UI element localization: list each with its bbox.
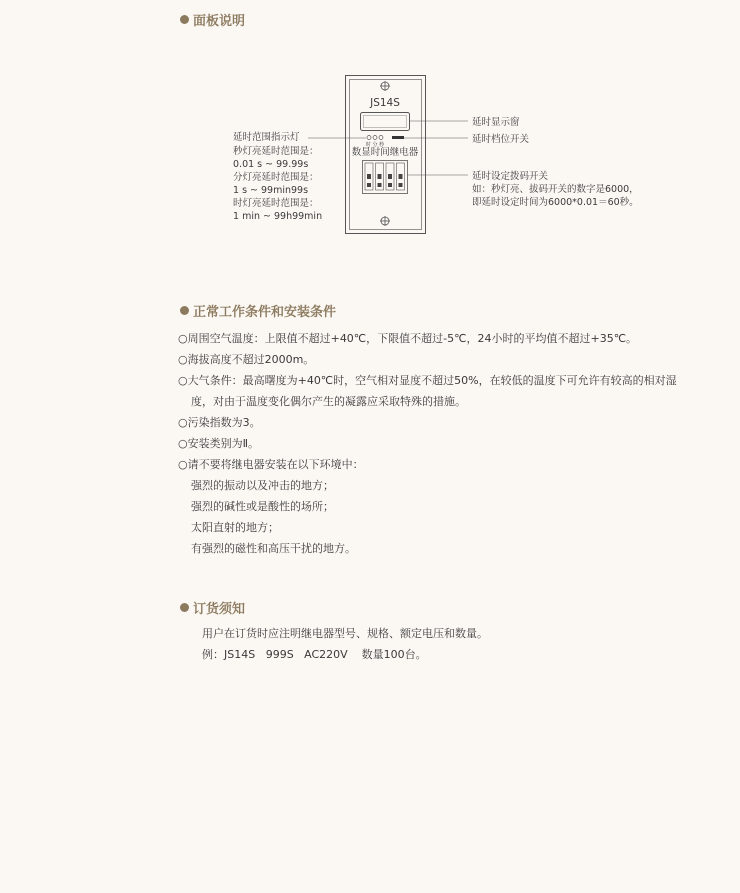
right-label-display: 延时显示窗 xyxy=(472,117,520,128)
indicator-small-label: 时 分 秒 xyxy=(365,142,385,148)
right-label-range-switch: 延时档位开关 xyxy=(472,134,530,145)
left-label-3: 分灯亮延时范围是： xyxy=(233,172,319,183)
left-label-6: 1 min ~ 99h99min xyxy=(233,211,323,222)
dip-switch-knob xyxy=(367,183,371,187)
condition-line: ○污染指数为3。 xyxy=(178,416,261,429)
top-screw-icon xyxy=(380,81,390,91)
relay-name-label: 数显时间继电器 xyxy=(351,147,419,158)
right-label-dip-switch: 延时设定拨码开关 xyxy=(472,171,549,182)
condition-subitem: 强烈的碱性或是酸性的场所； xyxy=(191,500,334,513)
minute-indicator-icon xyxy=(373,136,377,140)
left-label-4: 1 s ~ 99min99s xyxy=(233,185,309,196)
ordering-line: 用户在订货时应注明继电器型号、规格、额定电压和数量。 xyxy=(202,627,488,640)
condition-line: ○海拔高度不超过2000m。 xyxy=(178,353,315,366)
section-title-ordering xyxy=(180,598,245,617)
dip-switch-knob xyxy=(378,174,382,179)
bullet-dot-icon xyxy=(180,306,189,315)
section-title-text: 正常工作条件和安装条件 xyxy=(193,305,337,320)
dip-switch-block xyxy=(363,161,408,194)
left-label-5: 时灯亮延时范围是： xyxy=(233,198,319,209)
condition-subitem: 有强烈的磁性和高压干扰的地方。 xyxy=(191,542,356,555)
condition-subitem: 强烈的振动以及冲击的地方； xyxy=(191,479,334,492)
section-title-conditions xyxy=(180,301,336,320)
left-label-0: 延时范围指示灯 xyxy=(233,132,300,143)
bullet-dot-icon xyxy=(180,603,189,612)
hour-indicator-icon xyxy=(367,136,371,140)
bottom-screw-icon xyxy=(380,216,390,226)
section-title-text: 面板说明 xyxy=(193,14,246,29)
condition-subitem: 太阳直射的地方； xyxy=(191,521,279,534)
condition-line: 度，对由于温度变化偶尔产生的凝露应采取特殊的措施。 xyxy=(191,395,466,408)
right-label-example-2: 即延时设定时间为6000*0.01＝60秒。 xyxy=(472,197,639,208)
dip-switch-knob xyxy=(388,174,392,179)
range-switch xyxy=(392,136,404,139)
display-window xyxy=(361,113,410,131)
section-title-text: 订货须知 xyxy=(193,602,246,617)
dip-switch-knob xyxy=(399,174,403,179)
dip-switch-knob xyxy=(388,183,392,187)
ordering-example: 例：JS14S 999S AC220V 数量100台。 xyxy=(202,648,427,661)
dip-switch-knob xyxy=(367,174,371,179)
left-label-2: 0.01 s ~ 99.99s xyxy=(233,159,309,170)
relay-panel-diagram xyxy=(0,0,740,260)
condition-line: ○大气条件：最高曙度为+40℃时，空气相对显度不超过50%，在较低的温度下可允许有较高的相对湿 xyxy=(178,374,677,387)
dip-switch-knob xyxy=(378,183,382,187)
condition-line: ○安装类别为Ⅱ。 xyxy=(178,437,260,450)
model-label: JS14S xyxy=(370,97,400,109)
dip-switch-knob xyxy=(399,183,403,187)
condition-line: ○周围空气温度：上限值不超过+40℃，下限值不超过-5℃，24小时的平均值不超过+35℃。 xyxy=(178,332,638,345)
left-label-1: 秒灯亮延时范围是： xyxy=(233,146,319,157)
right-label-example-1: 如：秒灯亮、拔码开关的数字是6000， xyxy=(472,184,639,195)
condition-line: ○请不要将继电器安装在以下环境中： xyxy=(178,458,364,471)
second-indicator-icon xyxy=(379,136,383,140)
